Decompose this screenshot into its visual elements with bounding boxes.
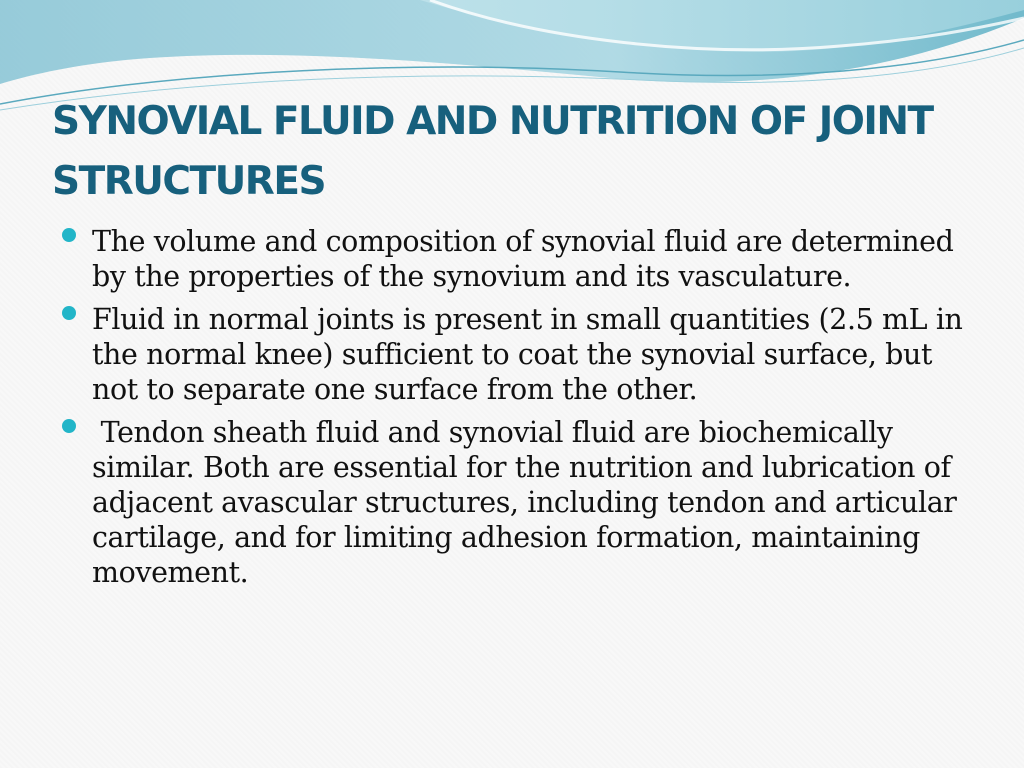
bullet-item [62,302,982,407]
bullet-text: Fluid in normal joints is present in small quantities (2.5 mL in the normal knee) sufficient to coat the synovial surface, but not to separate one surface from the other. [92,303,963,406]
bullet-dot-icon [62,228,76,242]
bullet-dot-icon [62,306,76,320]
bullet-item [62,224,982,294]
slide-title: SYNOVIAL FLUID AND NUTRITION OF JOINT STRUCTURES [52,99,933,204]
bullet-dot-icon [62,419,76,433]
bullet-list [62,224,982,598]
bullet-item [62,415,982,590]
bullet-text: Tendon sheath fluid and synovial fluid are biochemically similar. Both are essential for the nutrition and lubrication of adjacent avascular structures, including tendon and articular cartilage, and for limiting adhesion formation, maintaining movement. [92,416,966,589]
bullet-text: The volume and composition of synovial fluid are determined by the properties of the synovium and its vasculature. [92,225,954,293]
